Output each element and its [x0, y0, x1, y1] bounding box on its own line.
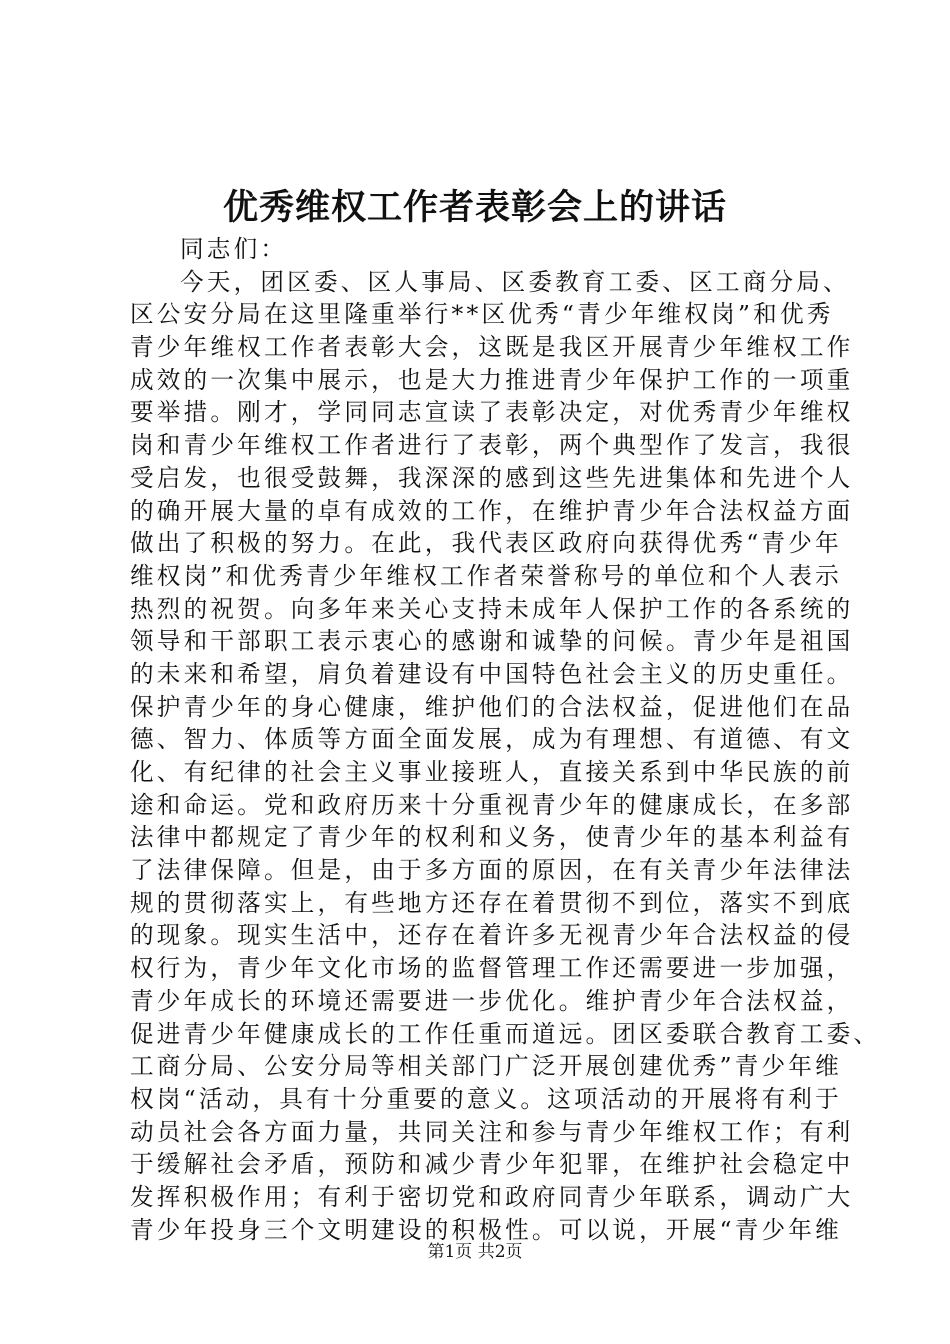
text-line: 规的贯彻落实上，有些地方还存在着贯彻不到位，落实不到底: [130, 888, 854, 917]
text-line: 要举措。刚才，学同同志宣读了表彰决定，对优秀青少年维权: [130, 398, 854, 427]
text-line: 区公安分局在这里隆重举行**区优秀“青少年维权岗”和优秀: [130, 300, 834, 329]
text-line: 领导和干部职工表示衷心的感谢和诚挚的问候。青少年是祖国: [130, 627, 854, 656]
text-line: 青少年投身三个文明建设的积极性。可以说，开展“青少年维: [130, 1215, 842, 1244]
text-line: 化、有纪律的社会主义事业接班人，直接关系到中华民族的前: [130, 758, 854, 786]
text-line: 保护青少年的身心健康，维护他们的合法权益，促进他们在品: [130, 692, 854, 721]
text-line: 发挥积极作用；有利于密切党和政府同青少年联系，调动广大: [130, 1182, 854, 1211]
salutation: 同志们：: [180, 235, 288, 263]
text-line: 动员社会各方面力量，共同关注和参与青少年维权工作；有利: [130, 1117, 854, 1146]
document-body: [130, 233, 881, 1246]
text-line: 的现象。现实生活中，还存在着许多无视青少年合法权益的侵: [130, 921, 854, 950]
text-line: 途和命运。党和政府历来十分重视青少年的健康成长，在多部: [130, 790, 854, 819]
text-line: 青少年维权工作者表彰大会，这既是我区开展青少年维权工作: [130, 333, 854, 362]
text-line: 热烈的祝贺。向多年来关心支持未成年人保护工作的各系统的: [130, 594, 854, 623]
text-line: 青少年成长的环境还需要进一步优化。维护青少年合法权益，: [130, 986, 854, 1015]
text-line: 了法律保障。但是，由于多方面的原因，在有关青少年法律法: [130, 856, 854, 885]
text-line: 维权岗”和优秀青少年维权工作者荣誉称号的单位和个人表示: [130, 561, 842, 590]
text-line: 权岗“活动，具有十分重要的意义。这项活动的开展将有利于: [130, 1084, 842, 1113]
text-line: 的确开展大量的卓有成效的工作，在维护青少年合法权益方面: [130, 496, 854, 525]
text-line: 受启发，也很受鼓舞，我深深的感到这些先进集体和先进个人: [130, 463, 854, 492]
text-line: 法律中都规定了青少年的权利和义务，使青少年的基本利益有: [130, 823, 854, 852]
text-line: 岗和青少年维权工作者进行了表彰，两个典型作了发言，我很: [130, 431, 854, 460]
document-title: 优秀维权工作者表彰会上的讲话: [222, 187, 727, 228]
text-line: 的未来和希望，肩负着建设有中国特色社会主义的历史重任。: [130, 659, 854, 688]
text-line: 促进青少年健康成长的工作任重而道远。团区委联合教育工委、: [130, 1019, 881, 1048]
text-line: 今天，团区委、区人事局、区委教育工委、区工商分局、: [180, 267, 850, 296]
text-line: 成效的一次集中展示，也是大力推进青少年保护工作的一项重: [130, 365, 854, 394]
text-line: 工商分局、公安分局等相关部门广泛开展创建优秀”青少年维: [130, 1052, 842, 1081]
text-line: 于缓解社会矛盾，预防和减少青少年犯罪，在维护社会稳定中: [130, 1150, 854, 1179]
text-line: 做出了积极的努力。在此，我代表区政府向获得优秀“青少年: [130, 529, 842, 558]
text-line: 权行为，青少年文化市场的监督管理工作还需要进一步加强，: [130, 954, 854, 983]
text-line: 德、智力、体质等方面全面发展，成为有理想、有道德、有文: [130, 725, 854, 754]
paragraph: [130, 266, 881, 1247]
page-footer: 第1页 共2页: [427, 1242, 523, 1262]
